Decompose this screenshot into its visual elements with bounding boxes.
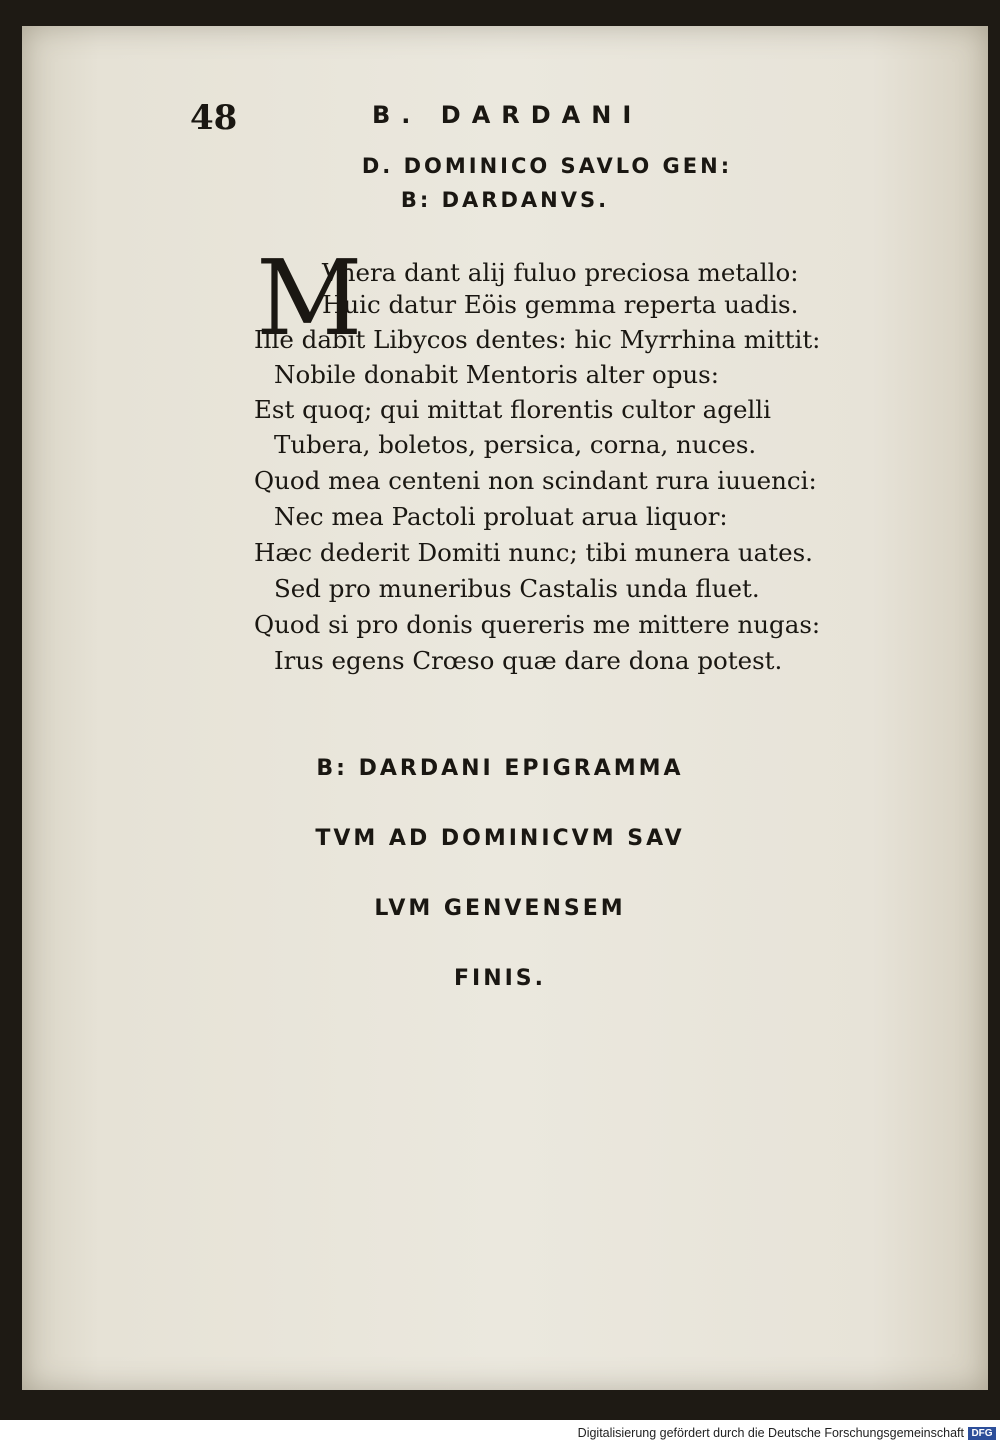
closing-line-1: B: DARDANI EPIGRAMMA (316, 756, 684, 781)
verse-line-11: Quod si pro donis quereris me mittere nugas: (254, 610, 821, 639)
verse-line-4: Nobile donabit Mentoris alter opus: (274, 360, 719, 389)
verse-line-1: Vnera dant alij fuluo preciosa metallo: (322, 258, 799, 287)
heading-line-1: D. DOMINICO SAVLO GEN: (361, 154, 733, 178)
verse-line-2: Huic datur Eöis gemma reperta uadis. (322, 290, 799, 319)
verse-line-8: Nec mea Pactoli proluat arua liquor: (274, 502, 728, 531)
verse-line-10: Sed pro muneribus Castalis unda fluet. (274, 574, 760, 603)
page-number: 48 (190, 98, 238, 138)
verse-line-9: Hæc dederit Domiti nunc; tibi munera uates. (254, 538, 813, 567)
verse-line-6: Tubera, boletos, persica, corna, nuces. (274, 430, 757, 459)
closing-line-2: TVM AD DOMINICVM SAV (315, 826, 685, 851)
drop-cap: M (256, 237, 363, 359)
running-head: B. DARDANI (372, 101, 643, 129)
heading-line-2: B: DARDANVS. (400, 188, 610, 212)
verse-line-5: Est quoq; qui mittat florentis cultor agelli (254, 395, 771, 424)
verse-line-7: Quod mea centeni non scindant rura iuuenci: (254, 466, 817, 495)
closing-line-3: LVM GENVENSEM (374, 896, 626, 921)
dfg-logo-icon: DFG (968, 1427, 996, 1440)
closing-line-4: FINIS. (453, 966, 546, 991)
book-page (22, 26, 988, 1390)
verse-line-12: Irus egens Crœso quæ dare dona potest. (274, 646, 783, 675)
digitization-credit: Digitalisierung gefördert durch die Deutsche Forschungsgemeinschaft (577, 1426, 964, 1440)
verse-line-3: Ille dabit Libycos dentes: hic Myrrhina mittit: (254, 325, 821, 354)
